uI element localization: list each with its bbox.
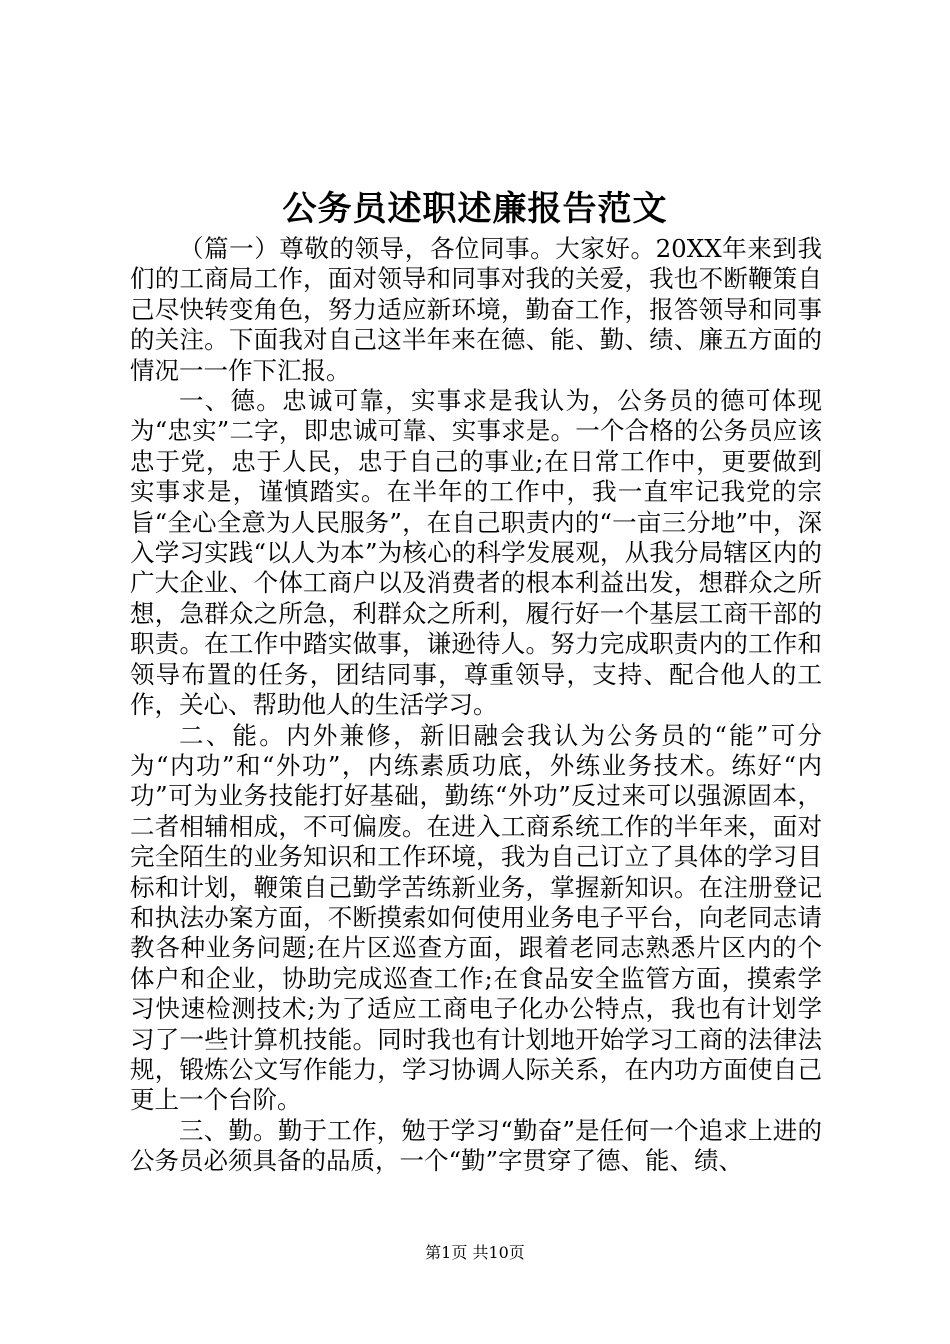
paragraph-intro: （篇一）尊敬的领导，各位同事。大家好。20XX年来到我们的工商局工作，面对领导和同事对我的关爱，我也不断鞭策自己尽快转变角色，努力适应新环境，勤奋工作，报答领导和同事的关注。下面我对自己这半年来在德、能、勤、绩、廉五方面的情况一一作下汇报。 bbox=[130, 234, 822, 385]
document-title: 公务员述职述廉报告范文 bbox=[282, 189, 668, 229]
paragraph-de: 一、德。忠诚可靠，实事求是我认为，公务员的德可体现为“忠实”二字，即忠诚可靠、实事求是。一个合格的公务员应该忠于党，忠于人民，忠于自己的事业;在日常工作中，更要做到实事求是，谨慎踏实。在半年的工作中，我一直牢记我党的宗旨“全心全意为人民服务”，在自己职责内的“一亩三分地”中，深入学习实践“以人为本”为核心的科学发展观，从我分局辖区内的广大企业、个体工商户以及消费者的根本利益出发，想群众之所想，急群众之所急，利群众之所利，履行好一个基层工商干部的职责。在工作中踏实做事，谦逊待人。努力完成职责内的工作和领导布置的任务，团结同事，尊重领导，支持、配合他人的工作，关心、帮助他人的生活学习。 bbox=[130, 386, 822, 720]
paragraph-qin: 三、勤。勤于工作，勉于学习“勤奋”是任何一个追求上进的公务员必须具备的品质，一个“勤”字贯穿了德、能、绩、 bbox=[130, 1115, 822, 1176]
paragraph-neng: 二、能。内外兼修，新旧融会我认为公务员的“能”可分为“内功”和“外功”，内练素质功底，外练业务技术。练好“内功”可为业务技能打好基础，勤练“外功”反过来可以强源固本，二者相辅相成，不可偏废。在进入工商系统工作的半年来，面对完全陌生的业务知识和工作环境，我为自己订立了具体的学习目标和计划，鞭策自己勤学苦练新业务，掌握新知识。在注册登记和执法办案方面，不断摸索如何使用业务电子平台，向老同志请教各种业务问题;在片区巡查方面，跟着老同志熟悉片区内的个体户和企业，协助完成巡查工作;在食品安全监管方面，摸索学习快速检测技术;为了适应工商电子化办公特点，我也有计划学习了一些计算机技能。同时我也有计划地开始学习工商的法律法规，锻炼公文写作能力，学习协调人际关系，在内功方面使自己更上一个台阶。 bbox=[130, 720, 822, 1115]
page-number-footer: 第1页 共10页 bbox=[425, 1243, 525, 1262]
document-body bbox=[130, 234, 822, 1177]
